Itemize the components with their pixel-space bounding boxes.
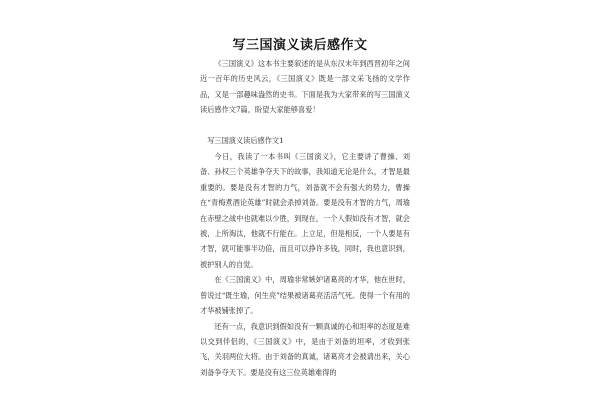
intro-paragraph: 《三国演义》这本书主要叙述的是从东汉末年到西晋初年之间近一百年的历史风云，《三国演义》既是一部文采飞扬的文学作品，又是一部趣味盎然的史书。下面是我为大家带来的写三国演义读后感作文7篇，盼望大家能够喜爱！: [200, 59, 410, 115]
section-heading: 写三国演义读后感作文1: [207, 135, 284, 145]
body-paragraph: 还有一点，我意识到假如没有一颗真诚的心和坦率的态度是难以交到伴侣的，《三国演义》中，是由于刘备的坦率，才收到张飞，关羽两位大将。由于刘备的真诚，诸葛亮才会被请出来，关心刘备争夺天下。要是没有这三位英雄难得的: [200, 321, 410, 377]
document-body: [200, 56, 410, 380]
body-paragraph: 今日，我读了一本书叫《三国演义》，它主要讲了曹操、刘备、孙权三个英雄争夺天下的故事，我知道无论是什么，才智是最重要的。要是没有才智的力气，刘备就不会有强大的势力，曹操在“青梅煮酒论英雄”时就会杀掉刘备。要是没有才智的力气，周瑜在赤壁之战中也就难以少胜，到现在，一个人假如没有才智，就会被，上所淘汰，他就不行能在。上立足，但是相反，一个人要是有才智，就可能事半功倍，而且可以挣许多钱，同时，我也意识到，被护别人的自觉。: [200, 152, 410, 269]
page-title: 写三国演义读后感作文: [232, 38, 368, 53]
body-paragraph: 在《三国演义》中，周瑜非常嫉妒诸葛亮的才华，他在世时，曾说过“既生瑜，何生亮”结果被诸葛亮活活气死。使得一个有用的才华被铺张掉了。: [200, 275, 410, 316]
paragraph-gap: [200, 118, 410, 133]
